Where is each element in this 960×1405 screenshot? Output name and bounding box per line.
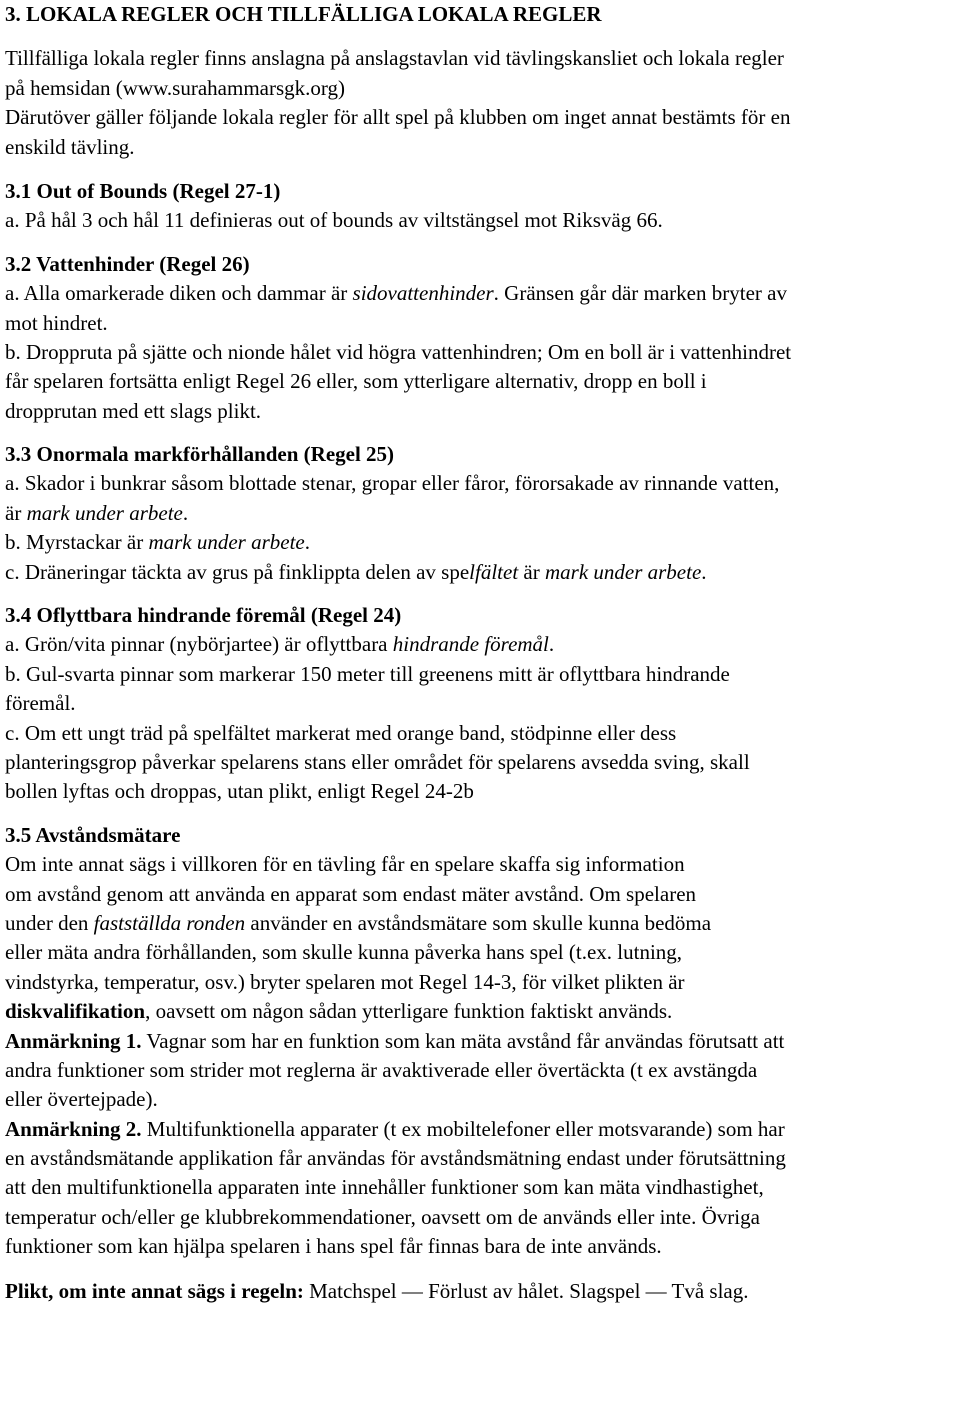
text-span: . — [304, 530, 311, 555]
section-3-3-heading: 3.3 Onormala markförhållanden (Regel 25) — [5, 442, 395, 467]
section-3-3-item-a-line-1: a. Skador i bunkrar såsom blottade stenar, gropar eller fåror, förorsakade av rinnande vatten, — [5, 471, 780, 496]
text-span: . — [701, 559, 707, 584]
text-span: , oavsett om någon sådan ytterligare funktion faktiskt används. — [145, 999, 673, 1024]
note-label: Anmärkning 1. — [5, 1028, 142, 1053]
section-3-2-item-a-line-1 — [5, 279, 955, 308]
section-3-4-item-a — [5, 630, 955, 659]
section-3-4-item-b-line-2: föremål. — [5, 691, 76, 716]
note-2-line-4: temperatur och/eller ge klubbrekommendationer, oavsett om de används eller inte. Övriga — [5, 1204, 760, 1229]
section-3-5-line-6 — [5, 997, 955, 1026]
section-3-5-line-1: Om inte annat sägs i villkoren för en tävling får en spelare skaffa sig information — [5, 852, 685, 877]
section-3-4-item-c-line-3: bollen lyftas och droppas, utan plikt, enligt Regel 24-2b — [5, 779, 474, 804]
spacer — [5, 587, 955, 601]
section-3-2-heading: 3.2 Vattenhinder (Regel 26) — [5, 251, 250, 276]
spacer — [5, 236, 955, 250]
note-2-line-1 — [5, 1115, 955, 1144]
penalty-text: Matchspel — Förlust av hålet. Slagspel — Två slag. — [303, 1278, 749, 1303]
section-3-1-heading: 3.1 Out of Bounds (Regel 27-1) — [5, 178, 281, 203]
intro-paragraph — [5, 44, 955, 162]
intro-line-2: på hemsidan (www.surahammarsgk.org) — [5, 75, 345, 100]
italic-term: mark under arbete — [148, 530, 305, 555]
spacer — [5, 29, 955, 44]
section-3-2-item-b-line-1: b. Droppruta på sjätte och nionde hålet vid högra vattenhindren; Om en boll är i vattenhindret — [5, 339, 792, 364]
section-3-3-item-c — [5, 558, 955, 587]
bold-term: diskvalifikation — [5, 999, 146, 1024]
section-3-3 — [5, 440, 955, 587]
note-1-line-1 — [5, 1027, 955, 1056]
text-span: a. Grön/vita pinnar (nybörjartee) är oflyttbara — [5, 632, 393, 657]
italic-term: hindrande föremål — [392, 632, 549, 657]
note-2-line-5: funktioner som kan hjälpa spelaren i hans spel får finnas bara de inte används. — [5, 1234, 662, 1259]
text-span: . — [182, 500, 189, 525]
italic-term: sidovattenhinder — [352, 281, 494, 306]
text-span: Multifunktionella apparater (t ex mobiltelefoner eller motsvarande) som har — [141, 1116, 785, 1141]
spacer — [5, 162, 955, 177]
section-3-5-heading: 3.5 Avståndsmätare — [5, 822, 181, 847]
italic-term: fastställda ronden — [93, 910, 246, 935]
spacer — [5, 807, 955, 821]
section-3-4-item-c-line-2: planteringsgrop påverkar spelarens stans eller området för spelarens avsedda sving, skall — [5, 749, 750, 774]
note-1-line-3: eller övertejpade). — [5, 1087, 158, 1112]
section-title: 3. LOKALA REGLER OCH TILLFÄLLIGA LOKALA REGLER — [5, 2, 602, 26]
text-span: använder en avståndsmätare som skulle kunna bedöma — [245, 910, 712, 935]
penalty-line — [5, 1277, 955, 1306]
text-span: b. Myrstackar är — [5, 530, 149, 555]
section-3-5-line-4: eller mäta andra förhållanden, som skulle kunna påverka hans spel (t.ex. lutning, — [5, 940, 683, 965]
intro-line-3: Därutöver gäller följande lokala regler för allt spel på klubben om inget annat bestämts för en — [5, 105, 791, 130]
section-3-4-heading: 3.4 Oflyttbara hindrande föremål (Regel 24) — [5, 603, 402, 628]
intro-line-4: enskild tävling. — [5, 134, 135, 159]
section-3-3-item-a-line-2 — [5, 499, 955, 528]
section-3-5-line-5: vindstyrka, temperatur, osv.) bryter spelaren mot Regel 14-3, för vilket plikten är — [5, 969, 685, 994]
section-3-2-item-b-line-2: får spelaren fortsätta enligt Regel 26 eller, som ytterligare alternativ, dropp en boll i — [5, 369, 707, 394]
spacer — [5, 1262, 955, 1277]
section-3-2-item-b-line-3: dropprutan med ett slags plikt. — [5, 398, 262, 423]
section-3-4 — [5, 601, 955, 807]
section-3-1-item-a: a. På hål 3 och hål 11 definieras out of bounds av viltstängsel mot Riksväg 66. — [5, 208, 663, 233]
text-span: . Gränsen går där marken bryter av — [493, 281, 787, 306]
document-page — [5, 0, 955, 1306]
intro-line-1: Tillfälliga lokala regler finns anslagna på anslagstavlan vid tävlingskansliet och lokala regler — [5, 46, 784, 71]
section-3-2-item-a-line-2: mot hindret. — [5, 310, 108, 335]
spacer — [5, 426, 955, 440]
note-2-line-3: att den multifunktionella apparaten inte innehåller funktioner som kan mäta vindhastighet, — [5, 1175, 764, 1200]
note-label: Anmärkning 2. — [5, 1116, 142, 1141]
italic-term: mark under arbete — [26, 500, 183, 525]
text-span: . — [548, 632, 555, 657]
section-3-4-item-c-line-1: c. Om ett ungt träd på spelfältet markerat med orange band, stödpinne eller dess — [5, 720, 677, 745]
note-2-line-2: en avståndsmätande applikation får användas för avståndsmätning endast under förutsättning — [5, 1146, 786, 1171]
text-span: a. Alla omarkerade diken och dammar är — [5, 281, 353, 306]
text-span: under den — [5, 910, 94, 935]
section-3-4-item-b-line-1: b. Gul-svarta pinnar som markerar 150 meter till greenens mitt är oflyttbara hindrande — [5, 661, 730, 686]
italic-term: lfältet — [469, 559, 519, 584]
penalty-label: Plikt, om inte annat sägs i regeln: — [5, 1278, 304, 1303]
italic-term: mark under arbete — [544, 559, 702, 584]
text-span: c. Dräneringar täckta av grus på finklippta delen av spe — [5, 559, 470, 584]
note-1-line-2: andra funktioner som strider mot reglerna är avaktiverade eller övertäckta (t ex avstängda — [5, 1057, 758, 1082]
text-span: är — [518, 559, 545, 584]
text-span: Vagnar som har en funktion som kan mäta avstånd får användas förutsatt att — [141, 1028, 785, 1053]
text-span: är — [5, 500, 27, 525]
section-3-5-line-3 — [5, 909, 955, 938]
section-3-3-item-b — [5, 528, 955, 557]
section-3-5 — [5, 821, 955, 1262]
section-3-5-line-2: om avstånd genom att använda en apparat som endast mäter avstånd. Om spelaren — [5, 881, 697, 906]
section-3-2 — [5, 250, 955, 426]
section-3-1 — [5, 177, 955, 236]
